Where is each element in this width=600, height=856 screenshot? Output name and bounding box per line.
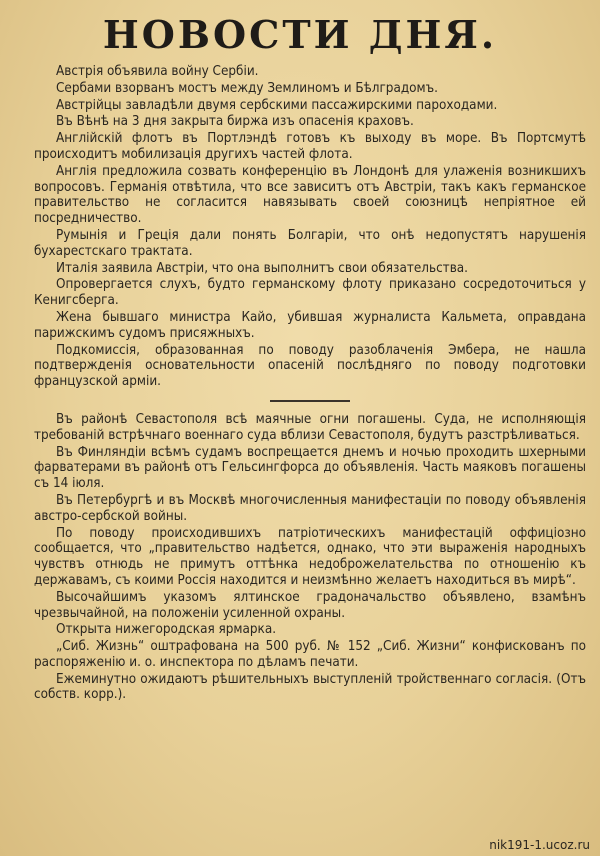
news-item: Въ Финляндіи всѣмъ судамъ воспрещается днемъ и ночью проходить шхерными фарватерами въ районѣ отъ Гельсингфорса до объявленія. Часть маяковъ погашены съ 14 іюля. [34, 444, 586, 492]
news-item: Ежеминутно ожидаютъ рѣшительныхъ выступленій тройственнаго согласія. (Отъ собств. корр.). [34, 671, 586, 703]
news-item: Подкомиссія, образованная по поводу разоблаченія Эмбера, не нашла подтвержденія основательности опасеній послѣдняго по поводу подготовки французской арміи. [34, 342, 586, 390]
news-item: Въ районѣ Севастополя всѣ маячные огни погашены. Суда, не исполняющія требованій встрѣчнаго военнаго суда вблизи Севастополя, будутъ разстрѣливаться. [34, 411, 586, 443]
news-item: По поводу происходившихъ патріотическихъ манифестацій оффиціозно сообщается, что „правительство надѣется, однако, что эти выраженія народныхъ чувствъ отнюдь не примутъ оттѣнка недоброжелательства по отношенію къ державамъ, съ коими Россія находится и неизмѣнно желаетъ находиться въ мирѣ“. [34, 525, 586, 588]
news-item: Италія заявила Австріи, что она выполнитъ свои обязательства. [56, 260, 469, 276]
news-item: Открыта нижегородская ярмарка. [56, 622, 277, 638]
news-item: Въ Петербургѣ и въ Москвѣ многочисленныя манифестаціи по поводу объявленія австро-сербской войны. [34, 492, 586, 524]
news-item: Высочайшимъ указомъ ялтинское градоначальство объявлено, взамѣнъ чрезвычайной, на положеніи усиленной охраны. [34, 589, 586, 621]
news-item: Австрійцы завладѣли двумя сербскими пассажирскими пароходами. [56, 97, 498, 113]
news-item: Жена бывшаго министра Кайо, убившая журналиста Кальмета, оправдана парижскимъ судомъ присяжныхъ. [34, 309, 586, 341]
news-item: Австрія объявила войну Сербіи. [56, 64, 259, 79]
news-item: Опровергается слухъ, будто германскому флоту приказано сосредоточиться у Кенигсберга. [34, 277, 586, 309]
page-title: НОВОСТИ ДНЯ. [102, 12, 498, 57]
news-item: Сербами взорванъ мостъ между Землиномъ и Бѣлградомъ. [56, 80, 438, 96]
news-item: Въ Вѣнѣ на 3 дня закрыта биржа изъ опасенія краховъ. [56, 114, 414, 130]
news-item: Англійскій флотъ въ Портлэндѣ готовъ къ выходу въ море. Въ Портсмутѣ происходитъ мобилизація другихъ частей флота. [34, 131, 586, 162]
section-divider [270, 400, 350, 402]
site-watermark: nik191-1.ucoz.ru [489, 838, 590, 852]
news-column [34, 64, 586, 704]
news-item: „Сиб. Жизнь“ оштрафована на 500 руб. № 152 „Сиб. Жизни“ конфискованъ по распоряженію и. о. инспектора по дѣламъ печати. [34, 639, 586, 670]
news-item: Румынія и Греція дали понять Болгаріи, что онѣ недопустятъ нарушенія бухарестскаго трактата. [34, 227, 586, 259]
news-item: Англія предложила созвать конференцію въ Лондонѣ для улаженія возникшихъ вопросовъ. Германія отвѣтила, что все зависитъ отъ Австріи, такъ какъ германское правительство не согласится навязывать своей союзницѣ непріятное ей посредничество. [34, 163, 586, 227]
